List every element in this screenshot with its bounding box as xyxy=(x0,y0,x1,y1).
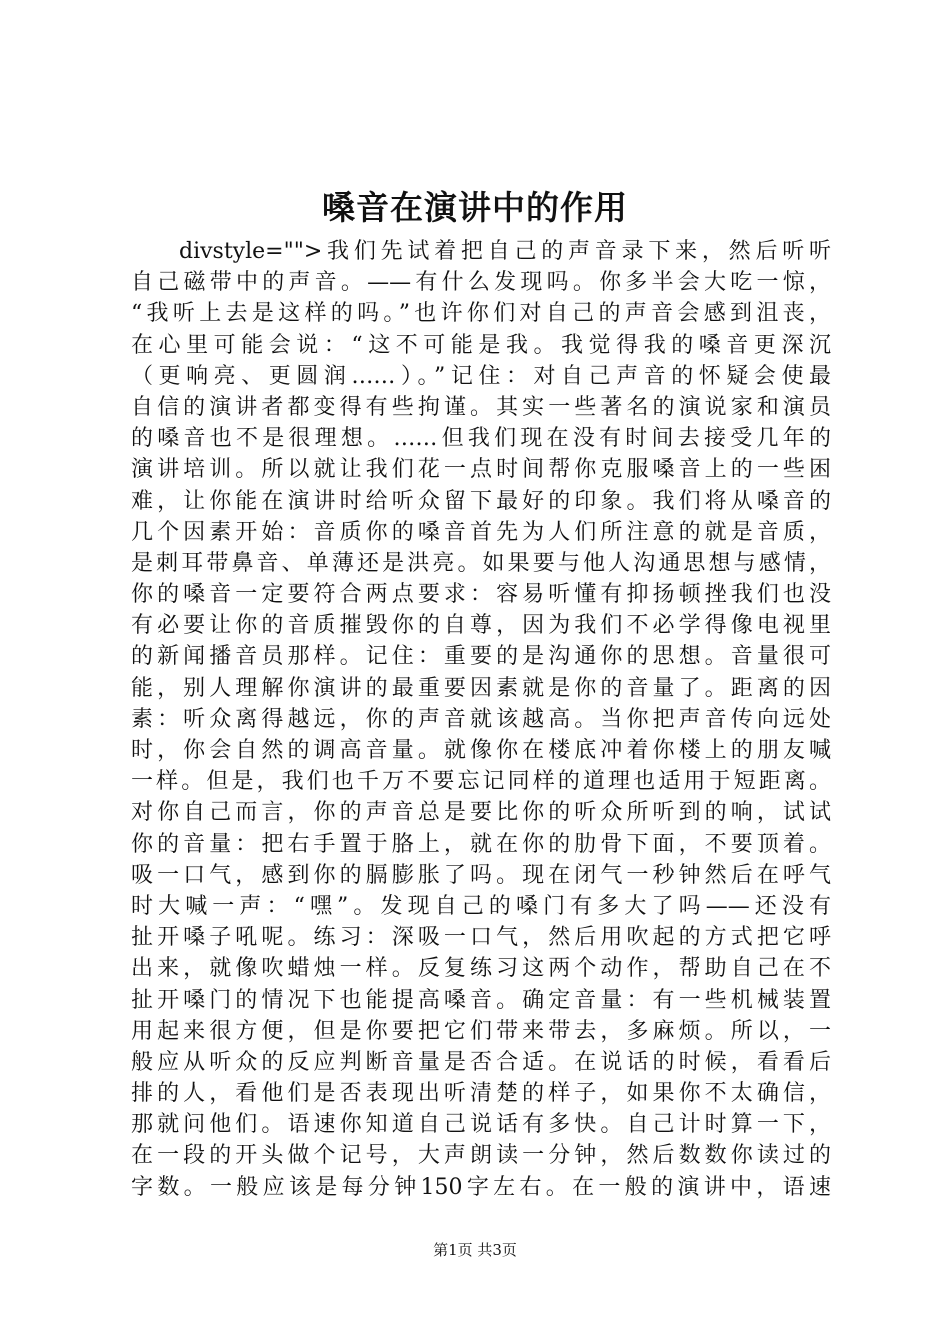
body-line: 素：听众离得越远，你的声音就该越高。当你把声音传向远处 xyxy=(131,706,831,732)
body-line: 出来，就像吹蜡烛一样。反复练习这两个动作，帮助自己在不 xyxy=(131,956,831,982)
body-line: 扯开嗓门的情况下也能提高嗓音。确定音量：有一些机械装置 xyxy=(131,987,831,1013)
body-line: 几个因素开始：音质你的嗓音首先为人们所注意的就是音质， xyxy=(131,519,831,545)
body-line: 一样。但是，我们也千万不要忘记同样的道理也适用于短距离。 xyxy=(131,769,831,795)
body-line: 在心里可能会说：“这不可能是我。我觉得我的嗓音更深沉 xyxy=(131,332,831,358)
body-line: 有必要让你的音质摧毁你的自尊，因为我们不必学得像电视里 xyxy=(131,613,831,639)
body-line: 难，让你能在演讲时给听众留下最好的印象。我们将从嗓音的 xyxy=(131,488,831,514)
body-line: 对你自己而言，你的声音总是要比你的听众所听到的响，试试 xyxy=(131,800,831,826)
body-line: 那就问他们。语速你知道自己说话有多快。自己计时算一下， xyxy=(131,1112,831,1138)
body-line: 吸一口气，感到你的膈膨胀了吗。现在闭气一秒钟然后在呼气 xyxy=(131,862,831,888)
body-line: 演讲培训。所以就让我们花一点时间帮你克服嗓音上的一些困 xyxy=(131,457,831,483)
body-line: 的新闻播音员那样。记住：重要的是沟通你的思想。音量很可 xyxy=(131,644,831,670)
body-line: 能，别人理解你演讲的最重要因素就是你的音量了。距离的因 xyxy=(131,675,831,701)
body-line: 般应从听众的反应判断音量是否合适。在说话的时候，看看后 xyxy=(131,1049,831,1075)
body-line: 是刺耳带鼻音、单薄还是洪亮。如果要与他人沟通思想与感情， xyxy=(131,550,831,576)
body-line: 字数。一般应该是每分钟150字左右。在一般的演讲中，语速 xyxy=(131,1174,831,1200)
body-line: 在一段的开头做个记号，大声朗读一分钟，然后数数你读过的 xyxy=(131,1143,831,1169)
body-line: 时，你会自然的调高音量。就像你在楼底冲着你楼上的朋友喊 xyxy=(131,738,831,763)
body-line: （更响亮、更圆润……）。”记住：对自己声音的怀疑会使最 xyxy=(131,363,831,389)
body-line: 你的嗓音一定要符合两点要求：容易听懂有抑扬顿挫我们也没 xyxy=(131,582,831,608)
body-line: divstyle="">我们先试着把自己的声音录下来，然后听听 xyxy=(179,239,831,264)
document-body xyxy=(131,236,831,1203)
body-line: 用起来很方便，但是你要把它们带来带去，多麻烦。所以，一 xyxy=(131,1018,831,1044)
body-line: 的嗓音也不是很理想。……但我们现在没有时间去接受几年的 xyxy=(131,426,831,452)
body-line: 时大喊一声：“嘿”。发现自己的嗓门有多大了吗——还没有 xyxy=(131,893,831,919)
body-line: 扯开嗓子吼呢。练习：深吸一口气，然后用吹起的方式把它呼 xyxy=(131,925,831,951)
body-line: 自信的演讲者都变得有些拘谨。其实一些著名的演说家和演员 xyxy=(131,394,831,420)
body-line: 排的人，看他们是否表现出听清楚的样子，如果你不太确信， xyxy=(131,1081,831,1107)
body-line: 你的音量：把右手置于胳上，就在你的肋骨下面，不要顶着。 xyxy=(131,831,831,857)
body-line: “我听上去是这样的吗。”也许你们对自己的声音会感到沮丧， xyxy=(131,301,831,327)
page-footer: 第1页 共3页 xyxy=(433,1241,517,1259)
body-line: 自己磁带中的声音。——有什么发现吗。你多半会大吃一惊， xyxy=(131,270,831,296)
document-title: 嗓音在演讲中的作用 xyxy=(322,188,628,227)
